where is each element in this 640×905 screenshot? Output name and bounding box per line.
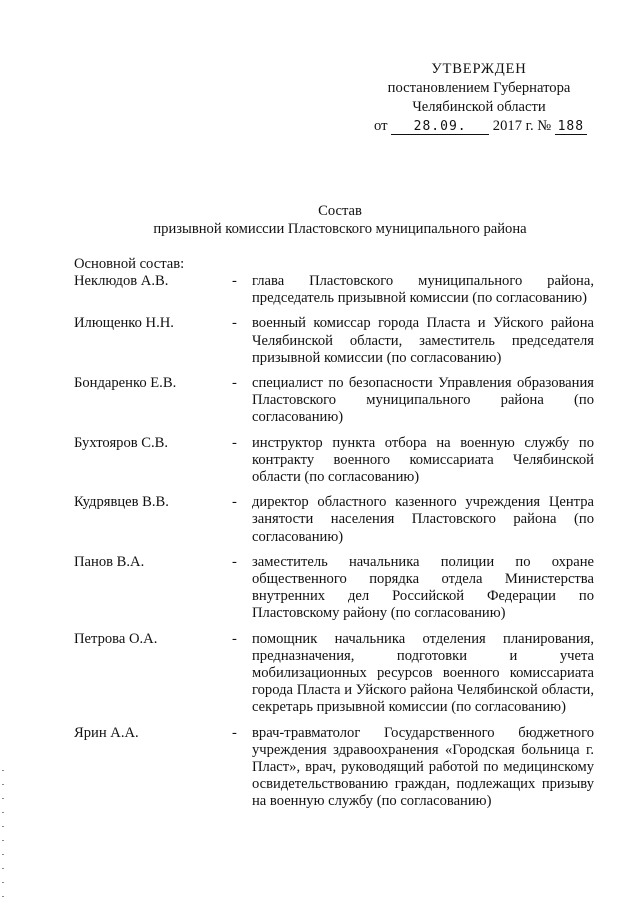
- member-name: Кудрявцев В.В.: [74, 494, 169, 511]
- members-list: [74, 273, 594, 819]
- member-row: [74, 435, 594, 487]
- document-title: [60, 202, 620, 238]
- member-dash: -: [232, 273, 237, 289]
- approval-year-text: 2017 г. №: [492, 118, 552, 134]
- member-dash: -: [232, 553, 237, 570]
- member-role: инструктор пункта отбора на военную службу по контракту военного комиссариата Челябинской области (по согласованию): [252, 434, 594, 486]
- member-name: Ярин А.А.: [74, 724, 139, 741]
- title-line-1: Состав: [318, 203, 362, 219]
- scan-edge-marks: [2, 770, 4, 900]
- member-role: глава Пластовского муниципального района, председатель призывной комиссии (по согласованию): [252, 273, 594, 307]
- member-row: [74, 315, 594, 367]
- member-row: [74, 273, 594, 307]
- member-name: Неклюдов А.В.: [74, 273, 169, 289]
- member-role: заместитель начальника полиции по охране общественного порядка отдела Министерства внутренних дел Российской Федерации по Пластовскому району (по согласованию): [252, 553, 594, 622]
- approval-date-line: [374, 117, 584, 136]
- member-name: Бухтояров С.В.: [74, 434, 169, 451]
- member-dash: -: [232, 724, 237, 741]
- member-name: Бондаренко Е.В.: [74, 375, 177, 392]
- member-dash: -: [232, 375, 237, 392]
- approval-heading: УТВЕРЖДЕН: [431, 61, 527, 77]
- member-row: [74, 631, 594, 717]
- member-dash: -: [232, 315, 237, 332]
- member-name: Панов В.А.: [74, 553, 145, 570]
- member-role: директор областного казенного учреждения Центра занятости населения Пластовского района (по согласованию): [252, 494, 594, 545]
- approval-number-blank: [555, 119, 587, 135]
- member-row: [74, 494, 594, 546]
- member-name: Петрова О.А.: [74, 630, 158, 647]
- member-row: [74, 725, 594, 811]
- member-row: [74, 554, 594, 623]
- member-name: Илющенко Н.Н.: [74, 315, 174, 332]
- member-role: военный комиссар города Пласта и Уйского района Челябинской области, заместитель председателя призывной комиссии (по согласованию): [252, 315, 594, 366]
- approval-number: 188: [557, 119, 585, 134]
- title-line-2: призывной комиссии Пластовского муниципального района: [153, 221, 527, 237]
- member-dash: -: [232, 630, 237, 647]
- main-composition-label: Основной состав:: [74, 256, 185, 272]
- approval-line-2: Челябинской области: [412, 99, 546, 115]
- member-role: помощник начальника отделения планирования, предназначения, подготовки и учета мобилизационных ресурсов военного комиссариата города Пласта и Уйского района Челябинской области, секретарь призывной комиссии (по согласованию): [252, 630, 594, 716]
- member-dash: -: [232, 494, 237, 511]
- approval-stamp: [374, 60, 584, 136]
- approval-from-label: от: [374, 118, 388, 134]
- member-role: специалист по безопасности Управления образования Пластовского муниципального района (по согласованию): [252, 375, 594, 426]
- approval-date: 28.09.: [413, 119, 467, 134]
- approval-line-1: постановлением Губернатора: [387, 80, 571, 96]
- member-role: врач-травматолог Государственного бюджетного учреждения здравоохранения «Городская больница г. Пласт», врач, руководящий работой по медицинскому освидетельствованию граждан, подлежащих призыву на военную службу (по согласованию): [252, 724, 594, 810]
- member-row: [74, 375, 594, 427]
- approval-date-blank: [391, 119, 489, 135]
- member-dash: -: [232, 434, 237, 451]
